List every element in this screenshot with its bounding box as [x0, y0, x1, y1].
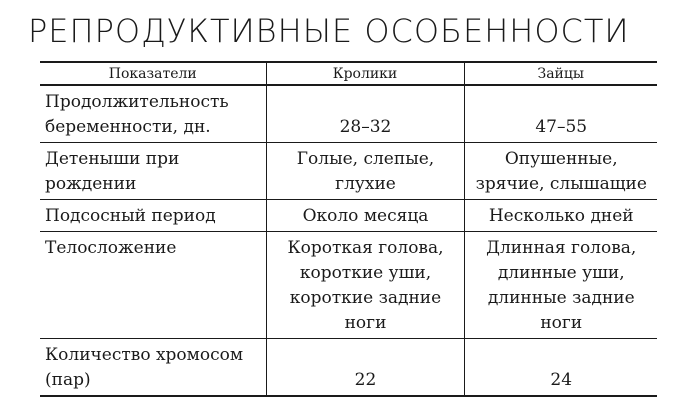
header-hares: Зайцы — [464, 62, 657, 85]
indicator-line: рождении — [45, 174, 137, 194]
value-line: короткие задние — [289, 288, 442, 308]
indicator-cell — [40, 143, 266, 200]
table-row-build — [40, 232, 657, 339]
indicator-line: Подсосный период — [45, 206, 216, 226]
table-header-row — [40, 62, 657, 85]
rabbits-cell — [266, 200, 464, 232]
value-line: ноги — [344, 313, 387, 333]
rabbits-cell — [266, 85, 464, 143]
indicator-line: (пар) — [45, 370, 91, 390]
value-line: Несколько дней — [488, 206, 634, 226]
value-line: Опушенные, — [504, 149, 618, 169]
value-line: зрячие, слышащие — [475, 174, 647, 194]
hares-cell — [464, 200, 657, 232]
value-line: длинные уши, — [497, 263, 625, 283]
value-line: 22 — [354, 370, 377, 390]
indicator-cell — [40, 200, 266, 232]
indicator-cell — [40, 232, 266, 339]
value-line: Голые, слепые, — [296, 149, 435, 169]
value-line: 47–55 — [535, 117, 588, 137]
table-row-offspring — [40, 143, 657, 200]
indicator-line: Продолжительность — [45, 92, 229, 112]
header-indicators: Показатели — [40, 62, 266, 85]
reproductive-features-table — [40, 61, 657, 397]
table-row-pregnancy — [40, 85, 657, 143]
value-line: длинные задние — [487, 288, 635, 308]
rabbits-cell — [266, 339, 464, 397]
value-line: ноги — [540, 313, 583, 333]
page-title: РЕПРОДУКТИВНЫЕ ОСОБЕННОСТИ — [28, 12, 630, 50]
value-line: Короткая голова, — [287, 238, 444, 258]
value-line: 24 — [550, 370, 573, 390]
value-line: Длинная голова, — [486, 238, 637, 258]
rabbits-cell — [266, 232, 464, 339]
value-line: короткие уши, — [299, 263, 432, 283]
table-row-nursing — [40, 200, 657, 232]
rabbits-cell — [266, 143, 464, 200]
hares-cell — [464, 232, 657, 339]
hares-cell — [464, 143, 657, 200]
value-line: Около месяца — [302, 206, 429, 226]
indicator-line: Количество хромосом — [45, 345, 244, 365]
value-line: глухие — [335, 174, 396, 194]
hares-cell — [464, 85, 657, 143]
indicator-cell — [40, 339, 266, 397]
indicator-line: беременности, дн. — [45, 117, 211, 137]
header-rabbits: Кролики — [266, 62, 464, 85]
indicator-line: Детеныши при — [45, 149, 180, 169]
indicator-cell — [40, 85, 266, 143]
hares-cell — [464, 339, 657, 397]
table-row-chromosomes — [40, 339, 657, 397]
indicator-line: Телосложение — [45, 238, 177, 258]
value-line: 28–32 — [339, 117, 392, 137]
